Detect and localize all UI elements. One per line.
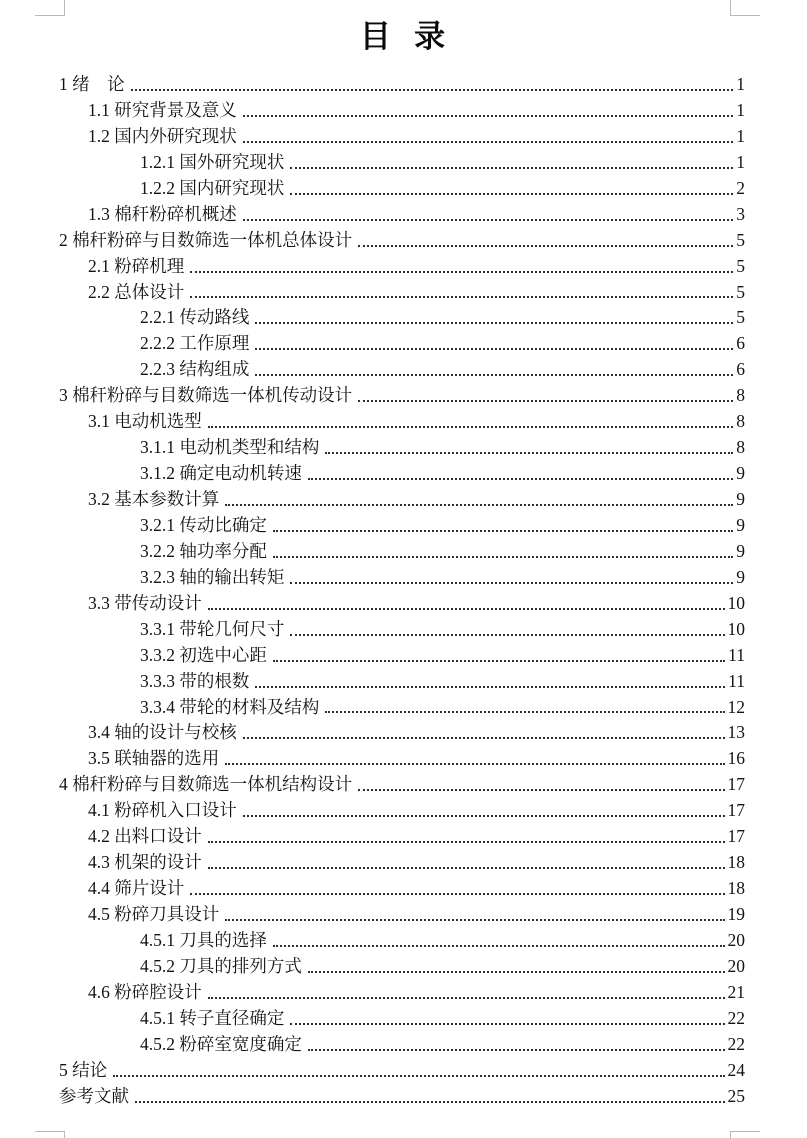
- toc-entry-label: 2 棉秆粉碎与目数筛选一体机总体设计: [59, 229, 353, 250]
- toc-entry-page-number: 10: [727, 618, 745, 639]
- toc-entry-page-number: 8: [736, 437, 745, 458]
- toc-entry-page-number: 5: [736, 307, 745, 328]
- toc-entry-label: 4.3 机架的设计: [88, 852, 202, 873]
- toc-entry-page-number: 9: [736, 540, 745, 561]
- toc-entry-page-number: 21: [727, 981, 745, 1002]
- toc-entry[interactable]: [59, 305, 745, 331]
- dot-leader: [290, 167, 733, 169]
- dot-leader: [325, 452, 733, 454]
- dot-leader: [308, 971, 725, 973]
- toc-entry-label: 3.3 带传动设计: [88, 592, 202, 613]
- toc-entry[interactable]: [59, 280, 745, 306]
- toc-entry-page-number: 5: [736, 281, 745, 302]
- toc-entry-page-number: 17: [727, 774, 745, 795]
- toc-entry[interactable]: [59, 409, 745, 435]
- toc-entry[interactable]: [59, 357, 745, 383]
- toc-entry-label: 3.3.2 初选中心距: [140, 644, 267, 665]
- toc-entry-label: 3.4 轴的设计与校核: [88, 722, 237, 743]
- page-corner-mark-bottom-left: [35, 1131, 65, 1138]
- dot-leader: [243, 737, 725, 739]
- dot-leader: [290, 634, 724, 636]
- toc-title: 目 录: [359, 19, 448, 54]
- dot-leader: [190, 893, 724, 895]
- toc-entry-label: 3.2.1 传动比确定: [140, 514, 267, 535]
- dot-leader: [358, 400, 733, 402]
- toc-entry[interactable]: [59, 617, 745, 643]
- toc-entry[interactable]: [59, 850, 745, 876]
- toc-entry-label: 3.1 电动机选型: [88, 411, 202, 432]
- toc-entry[interactable]: [59, 798, 745, 824]
- dot-leader: [131, 89, 734, 91]
- toc-entry[interactable]: [59, 746, 745, 772]
- toc-entry-label: 4.5.2 粉碎室宽度确定: [140, 1033, 302, 1054]
- dot-leader: [208, 867, 725, 869]
- toc-entry-label: 3.2.3 轴的输出转矩: [140, 566, 285, 587]
- toc-entry-page-number: 1: [736, 74, 745, 94]
- toc-entry[interactable]: [59, 202, 745, 228]
- toc-entry[interactable]: [59, 461, 745, 487]
- toc-entry-page-number: 13: [727, 722, 745, 743]
- toc-entry-label: 1.1 研究背景及意义: [88, 99, 237, 120]
- toc-entry-label: 3.2 基本参数计算: [88, 489, 220, 509]
- toc-entry[interactable]: [59, 591, 745, 617]
- dot-leader: [273, 660, 725, 662]
- dot-leader: [255, 686, 725, 688]
- toc-entry-page-number: 20: [727, 929, 745, 950]
- toc-entry-page-number: 5: [736, 229, 745, 250]
- dot-leader: [135, 1101, 725, 1103]
- toc-entry-page-number: 24: [727, 1059, 745, 1080]
- toc-entry-page-number: 2: [736, 177, 745, 198]
- dot-leader: [273, 945, 725, 947]
- toc-entry-page-number: 19: [727, 904, 745, 924]
- dot-leader: [225, 919, 724, 921]
- toc-entry[interactable]: [59, 124, 745, 150]
- toc-entry-label: 2.1 粉碎机理: [88, 255, 185, 276]
- toc-entry-page-number: 17: [727, 800, 745, 821]
- toc-entry[interactable]: [59, 643, 745, 669]
- dot-leader: [243, 141, 734, 143]
- dot-leader: [255, 348, 733, 350]
- toc-entry-page-number: 8: [736, 385, 745, 406]
- dot-leader: [358, 789, 724, 791]
- toc-entry-label: 2.2.3 结构组成: [140, 359, 250, 380]
- toc-entry[interactable]: [59, 228, 745, 254]
- toc-entry-label: 4.5 粉碎刀具设计: [88, 904, 220, 924]
- dot-leader: [273, 556, 733, 558]
- toc-entry-page-number: 22: [727, 1007, 745, 1028]
- toc-entry[interactable]: [59, 176, 745, 202]
- toc-entry-label: 4.5.2 刀具的排列方式: [140, 955, 302, 976]
- toc-entry[interactable]: [59, 1006, 745, 1032]
- toc-entry-label: 2.2 总体设计: [88, 281, 185, 302]
- toc-entry-label: 3.3.3 带的根数: [140, 670, 250, 691]
- dot-leader: [290, 582, 733, 584]
- dot-leader: [358, 245, 733, 247]
- toc-entry[interactable]: [59, 980, 745, 1006]
- toc-entry[interactable]: [59, 565, 745, 591]
- dot-leader: [225, 763, 724, 765]
- toc-entry[interactable]: [59, 513, 745, 539]
- toc-entry-page-number: 22: [727, 1033, 745, 1054]
- toc-entry-page-number: 17: [727, 826, 745, 847]
- page-corner-mark-top-right: [730, 0, 760, 16]
- dot-leader: [325, 711, 724, 713]
- toc-entry-label: 3.5 联轴器的选用: [88, 748, 220, 769]
- dot-leader: [113, 1075, 724, 1077]
- dot-leader: [208, 997, 725, 999]
- toc-entry-page-number: 8: [736, 411, 745, 432]
- toc-entry-page-number: 20: [727, 955, 745, 976]
- toc-entry-page-number: 6: [736, 359, 745, 380]
- toc-entry[interactable]: [59, 98, 745, 124]
- toc-entry[interactable]: [59, 1032, 745, 1058]
- toc-entry-page-number: 5: [736, 255, 745, 276]
- toc-entry[interactable]: [59, 695, 745, 721]
- toc-entry-page-number: 12: [727, 696, 745, 717]
- toc-entry-label: 4.2 出料口设计: [88, 826, 202, 847]
- toc-entry-page-number: 9: [736, 566, 745, 587]
- toc-entry-label: 4.1 粉碎机入口设计: [88, 800, 237, 821]
- toc-entry-label: 1.3 棉秆粉碎机概述: [88, 203, 237, 224]
- toc-entry-label: 参考文献: [59, 1085, 129, 1106]
- dot-leader: [225, 504, 733, 506]
- toc-entry-label: 1.2.2 国内研究现状: [140, 177, 285, 198]
- toc-entry[interactable]: [59, 539, 745, 565]
- toc-entry[interactable]: [59, 902, 745, 928]
- dot-leader: [255, 322, 733, 324]
- toc-entry-label: 3.1.1 电动机类型和结构: [140, 437, 320, 458]
- toc-entry-page-number: 9: [736, 514, 745, 535]
- toc-entry-page-number: 16: [727, 748, 745, 769]
- toc-entry-page-number: 9: [736, 489, 745, 509]
- dot-leader: [290, 193, 733, 195]
- toc-entry-label: 5 结论: [59, 1059, 108, 1080]
- toc-entry-page-number: 18: [727, 852, 745, 873]
- page-corner-mark-bottom-right: [730, 1131, 760, 1138]
- toc-entry-label: 4.5.1 刀具的选择: [140, 929, 267, 950]
- dot-leader: [243, 115, 734, 117]
- toc-entry-label: 3 棉秆粉碎与目数筛选一体机传动设计: [59, 385, 353, 406]
- dot-leader: [208, 426, 734, 428]
- toc-entry-page-number: 1: [736, 99, 745, 120]
- toc-entry-label: 4 棉秆粉碎与目数筛选一体机结构设计: [59, 774, 353, 795]
- toc-entry-label: 1.2 国内外研究现状: [88, 125, 237, 146]
- toc-entry[interactable]: [59, 876, 745, 902]
- toc-entry-page-number: 1: [736, 125, 745, 146]
- toc-entry[interactable]: [59, 954, 745, 980]
- dot-leader: [308, 1049, 725, 1051]
- toc-entry-label: 4.5.1 转子直径确定: [140, 1007, 285, 1028]
- toc-list: [0, 72, 807, 1110]
- dot-leader: [255, 374, 733, 376]
- toc-entry[interactable]: [59, 72, 745, 98]
- toc-entry-label: 1 绪 论: [59, 74, 125, 94]
- toc-entry-label: 2.2.1 传动路线: [140, 307, 250, 328]
- dot-leader: [273, 530, 733, 532]
- dot-leader: [190, 296, 733, 298]
- dot-leader: [243, 219, 734, 221]
- toc-entry-label: 2.2.2 工作原理: [140, 333, 250, 354]
- toc-entry-page-number: 1: [736, 151, 745, 172]
- toc-entry-label: 4.4 筛片设计: [88, 878, 185, 899]
- dot-leader: [190, 271, 733, 273]
- toc-entry[interactable]: [59, 331, 745, 357]
- toc-entry[interactable]: [59, 824, 745, 850]
- toc-entry[interactable]: [59, 254, 745, 280]
- toc-entry-page-number: 9: [736, 463, 745, 484]
- toc-entry-label: 3.3.4 带轮的材料及结构: [140, 696, 320, 717]
- toc-entry-page-number: 3: [736, 203, 745, 224]
- toc-entry-page-number: 11: [728, 644, 745, 665]
- toc-entry-page-number: 25: [727, 1085, 745, 1106]
- toc-entry[interactable]: [59, 772, 745, 798]
- page-corner-mark-top-left: [35, 0, 65, 16]
- toc-entry[interactable]: [59, 383, 745, 409]
- toc-entry[interactable]: [59, 1084, 745, 1110]
- dot-leader: [308, 478, 733, 480]
- toc-entry-page-number: 6: [736, 333, 745, 354]
- toc-entry-label: 3.1.2 确定电动机转速: [140, 463, 302, 484]
- toc-entry[interactable]: [59, 720, 745, 746]
- toc-entry[interactable]: [59, 487, 745, 513]
- dot-leader: [208, 608, 725, 610]
- dot-leader: [290, 1023, 724, 1025]
- toc-entry-label: 3.2.2 轴功率分配: [140, 540, 267, 561]
- toc-entry[interactable]: [59, 928, 745, 954]
- toc-entry[interactable]: [59, 669, 745, 695]
- toc-entry-label: 3.3.1 带轮几何尺寸: [140, 618, 285, 639]
- toc-entry[interactable]: [59, 1058, 745, 1084]
- toc-entry[interactable]: [59, 435, 745, 461]
- dot-leader: [243, 815, 725, 817]
- toc-entry-page-number: 11: [728, 670, 745, 691]
- toc-entry-label: 1.2.1 国外研究现状: [140, 151, 285, 172]
- dot-leader: [208, 841, 725, 843]
- toc-entry-page-number: 10: [727, 592, 745, 613]
- toc-entry[interactable]: [59, 150, 745, 176]
- toc-entry-page-number: 18: [727, 878, 745, 899]
- toc-entry-label: 4.6 粉碎腔设计: [88, 981, 202, 1002]
